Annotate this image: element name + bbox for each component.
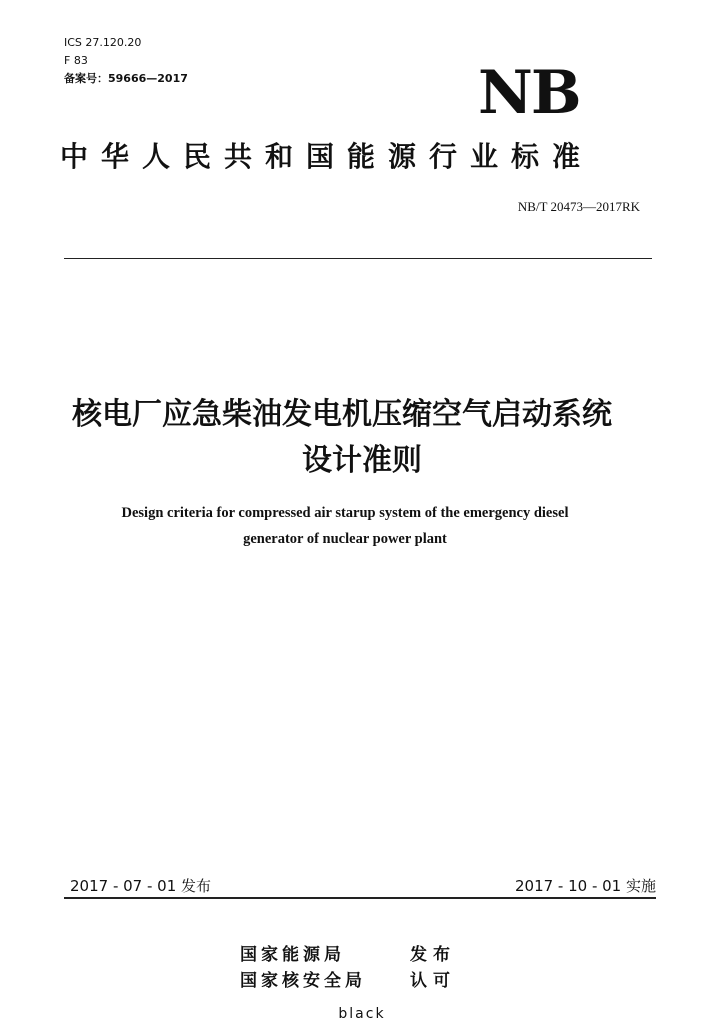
standard-number: NB/T 20473—2017RK bbox=[517, 199, 640, 214]
english-title bbox=[0, 500, 690, 552]
header-divider bbox=[64, 258, 652, 259]
classification-code: F 83 bbox=[64, 54, 88, 67]
issuer-name: 国家能源局 bbox=[240, 945, 345, 965]
footer-divider bbox=[64, 897, 656, 899]
record-number: 备案号：59666—2017 bbox=[64, 72, 188, 85]
chinese-title-line-1: 核电厂应急柴油发电机压缩空气启动系统 bbox=[72, 397, 612, 432]
issuer-name: 国家核安全局 bbox=[240, 971, 366, 991]
chinese-title-line-2: 设计准则 bbox=[302, 443, 422, 478]
issuer-action: 认可 bbox=[410, 971, 456, 991]
chinese-title bbox=[0, 392, 724, 484]
nb-logo: NB bbox=[478, 58, 580, 128]
industry-standard-heading: 中华人民共和国能源行业标准 bbox=[60, 140, 594, 173]
issuer-action: 发布 bbox=[410, 945, 456, 965]
footer-text: black bbox=[338, 1006, 386, 1022]
english-title-line-1: Design criteria for compressed air starup system of the emergency diesel bbox=[121, 505, 569, 521]
ics-code: ICS 27.120.20 bbox=[64, 36, 142, 49]
implementation-date: 2017 - 10 - 01 实施 bbox=[514, 877, 656, 895]
publish-date: 2017 - 07 - 01 发布 bbox=[70, 877, 212, 895]
english-title-line-2: generator of nuclear power plant bbox=[243, 531, 447, 547]
